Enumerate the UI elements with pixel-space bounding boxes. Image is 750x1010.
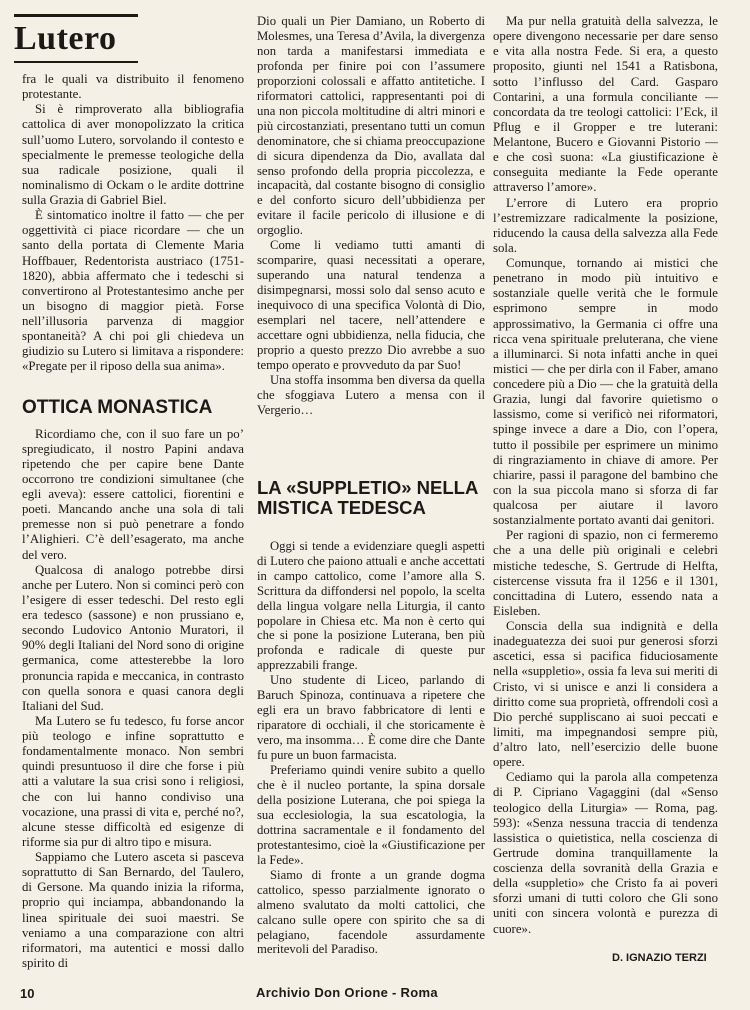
paragraph: Oggi si tende a evidenziare quegli aspetti di Lutero che paiono attuali e anche accettati in campo cattolico, come l’amore alla S. Scrittura da diffondersi nel popolo, la scelta della lingua volgare nella Liturgia, il canto popolare in Chiesa etc. Ma non è certo qui che si pone la posizione Luterana, ben più profonda e radicale di queste pur apprezzabili frange. [257,538,485,673]
paragraph: Uno studente di Liceo, parlando di Baruch Spinoza, continuava a ripetere che egli era un bravo fabbricatore di lenti e riparatore di occhiali, il che storicamente è vero, ma insomma… È come dire che Dante fu pure un buon farmacista. [257,673,485,763]
paragraph: Ricordiamo che, con il suo fare un po’ spregiudicato, il nostro Papini andava ripetendo che per capire bene Dante occorrono tre condizioni simultanee (che egli aveva): essere cattolici, fiorentini e poeti. Mancando anche una sola di tali premesse non si può penetrare a fondo l’Alighieri. C’è dell’esagerato, ma anche del vero. [22,426,244,562]
paragraph: Qualcosa di analogo potrebbe dirsi anche per Lutero. Non si cominci però con l’esigere di esser tedeschi. Del resto egli era tedesco (sassone) e non prussiano e, secondo Ludovico Antonio Muratori, il 90% degli Italiani del Nord sono di origine germanica, come attesterebbe la loro pronuncia rapida e meccanica, in contrasto con quella sonora e quasi canora degli Italiani del Sud. [22,562,244,713]
paragraph: Comunque, tornando ai mistici che penetrano in modo più intuitivo e sostanziale quelle verità che le formule esprimono sempre in modo approssimativo, la Germania ci offre una ricca vena spirituale preluterana, che viene a illuminarci. Si nota infatti anche in quei mistici — che per dirla con il Faber, amano concedere più a Dio — che la gratuità della Grazia, lungi dal favorire quietismo o lassismo, come si verificò nei riformatori, spinge invece a dare a Dio, con l’opera, tutto il possibile per esprimere un minimo di ringraziamento in chiave di amore. Per chiarire, passi il paragone del bambino che con la sua piccola mano si sforza di far qualcosa per aiutare il lavoro sostanzialmente portato avanti dai genitori. [493,256,718,528]
paragraph: Preferiamo quindi venire subito a quello che è il nucleo portante, la spina dorsale della posizione Luterana, che poi spiega la sua ecclesiologia, la sua escatologia, la dottrina sacramentale e il fondamento del protestantesimo, cioè la «Giustificazione per la Fede». [257,763,485,867]
section-heading: OTTICA MONASTICA [22,396,213,418]
section-heading: LA «SUPPLETIO» NELLA MISTICA TEDESCA [257,476,478,519]
page-number: 10 [20,986,35,1001]
paragraph: Cediamo qui la parola alla competenza di P. Cipriano Vagaggini (dal «Senso teologico della Liturgia» — Roma, pag. 593): «Senza nessuna traccia di tendenza lassistica o quietistica, nella coscienza di Gertrude domina tranquillamente la coscienza della sovranità della Grazia e della «suppletio» che Cristo fa ai poveri sforzi umani di tutti coloro che Gli sono uniti con sincera volontà e purezza di cuore». [493,770,718,936]
archive-watermark: Archivio Don Orione - Roma [256,985,438,1000]
article-column-1 [22,72,244,971]
paragraph: Per ragioni di spazio, non ci fermeremo che a una delle più originali e celebri mistiche tedesche, S. Gertrude di Helfta, cistercense vissuta fra il 1256 e il 1301, concittadina di Lutero, essendo nata a Eisleben. [493,528,718,618]
page-title: Lutero [14,14,138,63]
article-column-3 [493,14,718,937]
paragraph: Come li vediamo tutti amanti di scomparire, quasi necessitati a operare, superando una natural tendenza a disimpegnarsi, mossi solo dal senso acuto e inequivoco di una specifica Volontà di Dio, esemplari nel tacere, nell’attendere e accettare ogni ubbidienza, nella fiducia, che proprio a questo prezzo Dio avrebbe a suo tempo operato e provveduto da par Suo! [257,238,485,372]
paragraph: L’errore di Lutero era proprio l’estremizzare radicalmente la posizione, riducendo la causa della salvezza alla Fede sola. [493,195,718,255]
paragraph: fra le quali va distribuito il fenomeno protestante. [22,72,244,102]
paragraph: Conscia della sua indignità e della inadeguatezza dei suoi pur generosi sforzi ascetici, essa si pacifica fiduciosamente nella «suppletio», ossia fa leva sui meriti di Cristo, vi si unisce e anzi li considera a diritto come sua proprietà, offrendoli così a Dio perché suppliscano ai suoi peccati e limiti, ma impegnandosi sempre più, d’altro lato, nell’esercizio delle buone opere. [493,619,718,770]
author-signature: D. IGNAZIO TERZI [612,952,707,964]
paragraph: Una stoffa insomma ben diversa da quella che sfoggiava Lutero a mensa con il Vergerio… [257,372,485,417]
paragraph: Ma Lutero se fu tedesco, fu forse ancor più teologo e infine soprattutto e fondamentalmente monaco. Non sembri quindi presuntuoso il dire che forse i più atti a valutare la sua crisi sono i religiosi, che con lui hanno condiviso una vocazione, una prassi di vita e, perché no?, alcune stesse difficoltà ed esigenze di riforme sia pur di altro tipo e misura. [22,713,244,849]
paragraph: Ma pur nella gratuità della salvezza, le opere divengono necessarie per dare senso e vita alla nostra Fede. Si era, a questo proposito, giunti nel 1541 a Ratisbona, sotto l’influsso del Card. Gasparo Contarini, a una formula conciliante — concordata da tre teologi cattolici: l’Eck, il Pflug e il Gropper e tre luterani: Melantone, Bucero e Giovanni Pistorio — e che così suona: «La giustificazione è conseguita mediante la Fede operante attraverso l’amore». [493,14,718,195]
paragraph: Dio quali un Pier Damiano, un Roberto di Molesmes, una Teresa d’Avila, la divergenza non tarda a manifestarsi immediata e profonda per finire poi con l’assumere proporzioni colossali e affatto antitetiche. I riformatori cattolici, rappresentanti poi di una non piccola moltitudine di altri minori e più circostanziati, presentano tutti un comun denominatore, che si chiama preoccupazione di sicura dipendenza da Dio, avallata dal senso profondo della propria piccolezza, e incapacità, dal costante bisogno di consiglio e del conforto sicuro dell’ubbidienza per evitare il facile pericolo di illusione e di orgoglio. [257,14,485,238]
paragraph: Sappiamo che Lutero asceta si pasceva soprattutto di San Bernardo, del Taulero, di Gersone. Ma quando inizia la riforma, proprio qui inciampa, abbandonando la linea spirituale dei suoi maestri. Se veniamo a una comparazione con altri riformatori, ma autentici e mossi dallo spirito di [22,850,244,970]
paragraph: Si è rimproverato alla bibliografia cattolica di aver monopolizzato la critica sull’uomo Lutero, sorvolando il contesto e specialmente le premesse teologiche della sua radicale posizione, quali il nominalismo di Ockam o le ardite dottrine sulla Grazia di Gabriel Biel. [22,102,244,207]
paragraph: Siamo di fronte a un grande dogma cattolico, spesso parzialmente ignorato o almeno svalutato da molti cattolici, che calcano sulle opere con spirito che sa di pelagiano, facendole assurdamente meritevoli del Paradiso. [257,867,485,957]
article-column-2 [257,14,485,957]
paragraph: È sintomatico inoltre il fatto — che per oggettività ci piace ricordare — che un santo della portata di Clemente Maria Hoffbauer, Redentorista austriaco (1751-1820), abbia affermato che i tedeschi si convertirono al Protestantesimo anche per un bisogno di maggior pietà. Forse nell’illusoria parvenza di maggior spontaneità? A chi poi gli chiedeva un giudizio su Lutero si limitava a rispondere: «Pregate per il riposo della sua anima». [22,208,244,374]
